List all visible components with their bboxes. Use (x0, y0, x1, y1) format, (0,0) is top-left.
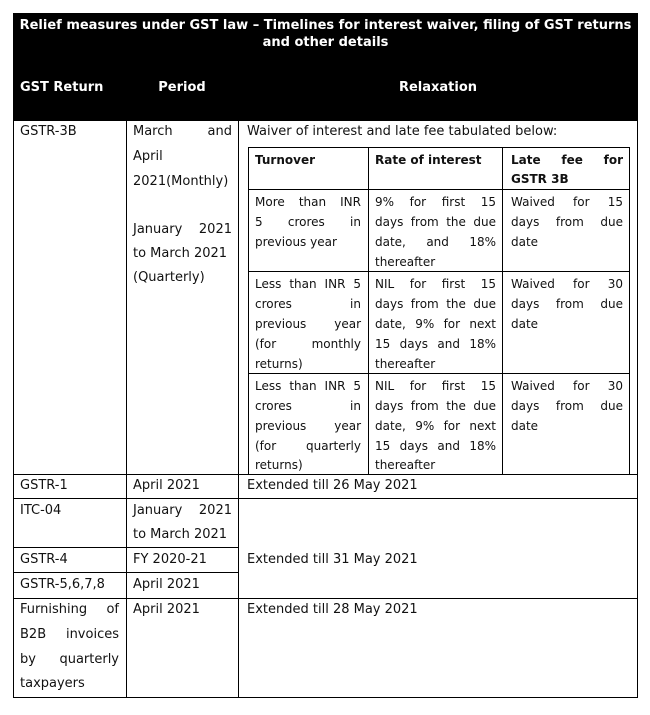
inner-row-divider-3 (248, 373, 630, 374)
relaxation-group: Extended till 31 May 2021 (247, 552, 418, 567)
period-itc04-line2: to March 2021 (133, 527, 228, 542)
rate-r2-line5: thereafter (375, 357, 436, 371)
late-r1-line3: date (511, 235, 539, 249)
rate-r3-line2: days from the due (375, 399, 496, 413)
turnover-r3-line4: (for quarterly (255, 439, 361, 453)
table-title: Relief measures under GST law – Timelines for interest waiver, filing of GST returns and other details (13, 13, 638, 55)
relaxation-gstr1: Extended till 26 May 2021 (247, 478, 418, 493)
period-gstr1: April 2021 (133, 478, 200, 493)
outer-border-bottom (13, 697, 638, 698)
inner-border-left (248, 147, 249, 474)
late-r3-line2: days from due (511, 399, 623, 413)
period-quarterly-line2: to March 2021 (133, 246, 228, 261)
inner-column-divider-1 (368, 147, 369, 474)
rate-r3-line3: date, 9% for next (375, 419, 496, 433)
rate-r2-line4: 15 days and 18% (375, 337, 496, 351)
period-quarterly-line3: (Quarterly) (133, 270, 205, 285)
inner-border-top (248, 147, 630, 148)
late-r2-line2: days from due (511, 297, 623, 311)
row-divider-itc04 (13, 498, 638, 499)
period-itc04-line1: January 2021 (133, 503, 232, 518)
turnover-r2-line5: returns) (255, 357, 303, 371)
inner-row-divider-1 (248, 189, 630, 190)
period-quarterly-line1: January 2021 (133, 222, 232, 237)
header-relaxation: Relaxation (238, 55, 638, 121)
rate-r3-line1: NIL for first 15 (375, 379, 496, 393)
rate-r1-line2: days from the due (375, 215, 496, 229)
inner-border-right (629, 147, 630, 474)
rate-r1-line4: thereafter (375, 255, 436, 269)
late-r3-line3: date (511, 419, 539, 433)
rate-r1-line1: 9% for first 15 (375, 195, 496, 209)
turnover-r3-line5: returns) (255, 458, 303, 472)
turnover-r1-line3: previous year (255, 235, 337, 249)
turnover-r3-line1: Less than INR 5 (255, 379, 361, 393)
outer-border-right (637, 121, 638, 698)
turnover-r1-line1: More than INR (255, 195, 361, 209)
return-gstr5678: GSTR-5,6,7,8 (20, 577, 105, 592)
relaxation-intro: Waiver of interest and late fee tabulated below: (247, 124, 558, 139)
period-b2b: April 2021 (133, 602, 200, 617)
return-b2b-line4: taxpayers (20, 676, 85, 691)
return-gstr1: GSTR-1 (20, 478, 68, 493)
column-divider-2 (238, 121, 239, 698)
turnover-r2-line4: (for monthly (255, 337, 361, 351)
relaxation-b2b: Extended till 28 May 2021 (247, 602, 418, 617)
turnover-r3-line2: crores in (255, 399, 361, 413)
inner-header-late-fee-line2: GSTR 3B (511, 172, 569, 186)
turnover-r2-line1: Less than INR 5 (255, 277, 361, 291)
rate-r1-line3: date, and 18% (375, 235, 496, 249)
period-monthly-line1: March and (133, 124, 232, 139)
rate-r2-line1: NIL for first 15 (375, 277, 496, 291)
outer-border-left (13, 121, 14, 698)
turnover-r2-line2: crores in (255, 297, 361, 311)
return-gstr3b: GSTR-3B (20, 124, 77, 139)
rate-r2-line3: date, 9% for next (375, 317, 496, 331)
return-b2b-line2: B2B invoices (20, 627, 119, 642)
header-gst-return: GST Return (13, 55, 126, 121)
return-itc04: ITC-04 (20, 503, 62, 518)
rate-r2-line2: days from the due (375, 297, 496, 311)
rate-r3-line4: 15 days and 18% (375, 439, 496, 453)
late-r2-line1: Waived for 30 (511, 277, 623, 291)
late-r1-line2: days from due (511, 215, 623, 229)
period-gstr5678: April 2021 (133, 577, 200, 592)
period-monthly-line2: April (133, 149, 163, 164)
return-b2b-line1: Furnishing of (20, 602, 119, 617)
period-monthly-line3: 2021(Monthly) (133, 174, 229, 189)
return-b2b-line3: by quarterly (20, 652, 119, 667)
return-gstr4: GSTR-4 (20, 552, 68, 567)
late-r3-line1: Waived for 30 (511, 379, 623, 393)
inner-header-rate: Rate of interest (375, 153, 482, 167)
late-r1-line1: Waived for 15 (511, 195, 623, 209)
inner-header-turnover: Turnover (255, 153, 315, 167)
turnover-r1-line2: 5 crores in (255, 215, 361, 229)
late-r2-line3: date (511, 317, 539, 331)
period-gstr4: FY 2020-21 (133, 552, 207, 567)
turnover-r3-line3: previous year (255, 419, 361, 433)
inner-row-divider-2 (248, 271, 630, 272)
inner-column-divider-2 (502, 147, 503, 474)
turnover-r2-line3: previous year (255, 317, 361, 331)
header-period: Period (126, 55, 238, 121)
inner-header-late-fee-line1: Late fee for (511, 153, 623, 167)
column-divider-1 (126, 121, 127, 698)
rate-r3-line5: thereafter (375, 458, 436, 472)
